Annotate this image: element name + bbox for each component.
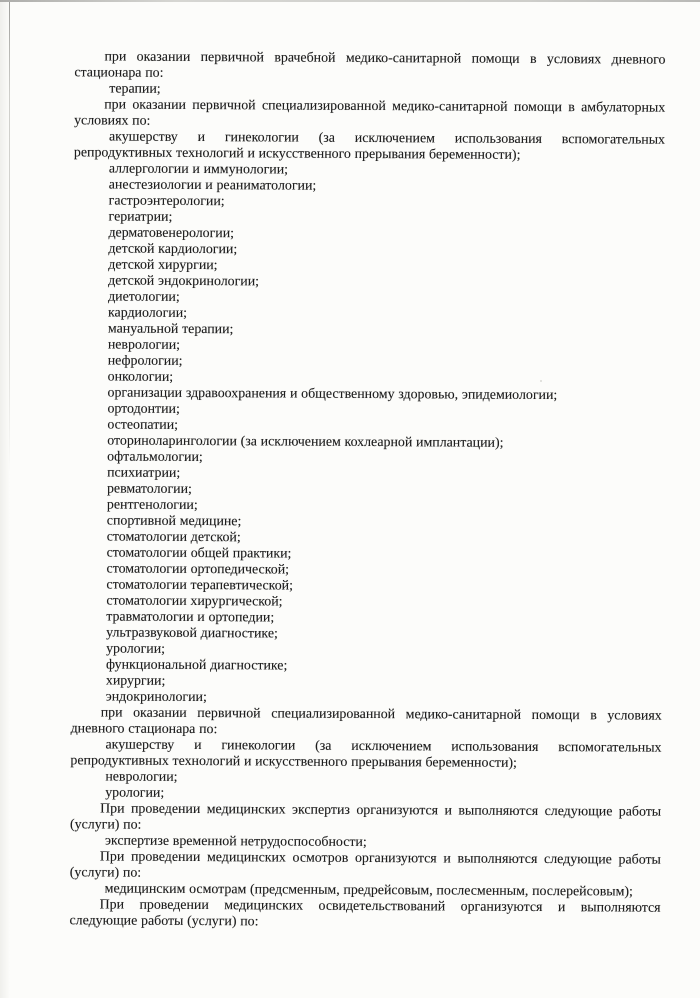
- specialty-list-item: ультразвуковой диагностике;: [106, 625, 278, 642]
- specialty-list-item: организации здравоохранения и общественному здоровью, эпидемиологии;: [107, 385, 558, 404]
- document-text: [69, 49, 665, 932]
- specialty-list-item: гастроэнтерологии;: [108, 193, 225, 210]
- specialty-list-item: кардиологии;: [107, 305, 188, 321]
- specialty-list-item: терапии;: [109, 81, 161, 97]
- specialty-list-item: детской кардиологии;: [108, 241, 238, 258]
- specialty-list-item: диетологии;: [108, 289, 180, 305]
- specialty-list-item: урологии;: [106, 641, 166, 657]
- specialty-list-item: детской эндокринологии;: [108, 273, 260, 290]
- scan-crease-line-artifact: [9, 2, 10, 472]
- body-paragraph: При проведении медицинских освидетельствований организуются и выполняются следующие работы (услуги) по:: [69, 897, 661, 930]
- specialty-list-item: стоматологии терапевтической;: [106, 577, 293, 594]
- specialty-list-item: эндокринологии;: [105, 689, 207, 706]
- specialty-list-item: экспертизе временной нетрудоспособности;: [104, 833, 367, 851]
- specialty-list-item: остеопатии;: [107, 417, 179, 433]
- body-paragraph: При проведении медицинских осмотров организуются и выполняются следующие работы (услуги) по:: [69, 849, 661, 881]
- body-paragraph: при оказании первичной специализированной медико-санитарной помощи в условиях дневного стационара по:: [70, 705, 662, 738]
- specialty-list-item: дерматовенерологии;: [108, 225, 235, 242]
- specialty-list-item: травматологии и ортопедии;: [106, 609, 275, 626]
- specialty-list-item: аллергологии и иммунологии;: [108, 161, 289, 178]
- specialty-list-item: урологии;: [105, 785, 165, 801]
- specialty-list-item: детской хирургии;: [108, 257, 218, 274]
- specialty-list-item: ортодонтии;: [107, 401, 180, 417]
- specialty-list-item: онкологии;: [107, 369, 174, 385]
- specialty-list-item: акушерству и гинекологии (за исключением использования вспомогательных репродуктивных технологий и искусственного прерывания беременности);: [73, 129, 666, 163]
- scan-top-edge-artifact: [0, 0, 700, 2]
- body-paragraph: при оказании первичной специализированной медико-санитарной помощи в амбулаторных условиях по:: [74, 97, 666, 129]
- specialty-list-item: гериатрии;: [108, 209, 173, 225]
- specialty-list-item: спортивной медицине;: [106, 513, 242, 530]
- specialty-list-item: психиатрии;: [107, 465, 181, 481]
- specialty-list-item: офтальмологии;: [107, 449, 203, 466]
- specialty-list-item: хирургии;: [105, 673, 166, 689]
- specialty-list-item: функциональной диагностике;: [105, 657, 288, 674]
- specialty-list-item: стоматологии ортопедической;: [106, 561, 290, 578]
- specialty-list-item: рентгенологии;: [106, 497, 198, 514]
- body-paragraph: При проведении медицинских экспертиз организуются и выполняются следующие работы (услуги) по:: [70, 801, 662, 833]
- specialty-list-item: акушерству и гинекологии (за исключением использования вспомогательных репродуктивных технологий и искусственного прерывания беременности);: [70, 737, 662, 771]
- specialty-list-item: неврологии;: [105, 769, 178, 785]
- specialty-list-item: стоматологии общей практики;: [106, 545, 292, 562]
- specialty-list-item: ревматологии;: [106, 481, 192, 497]
- specialty-list-item: стоматологии хирургической;: [106, 593, 283, 610]
- specialty-list-item: оториноларингологии (за исключением кохлеарной имплантации);: [107, 433, 504, 451]
- specialty-list-item: неврологии;: [107, 337, 181, 353]
- specialty-list-item: нефрологии;: [107, 353, 183, 369]
- specialty-list-item: мануальной терапии;: [107, 321, 234, 338]
- specialty-list-item: стоматологии детской;: [106, 529, 241, 546]
- body-paragraph: при оказании первичной врачебной медико-санитарной помощи в условиях дневного стационара по:: [74, 49, 666, 81]
- specialty-list-item: анестезиологии и реаниматологии;: [108, 177, 317, 194]
- specialty-list-item: медицинским осмотрам (предсменным, предрейсовым, послесменным, послерейсовым);: [104, 881, 633, 900]
